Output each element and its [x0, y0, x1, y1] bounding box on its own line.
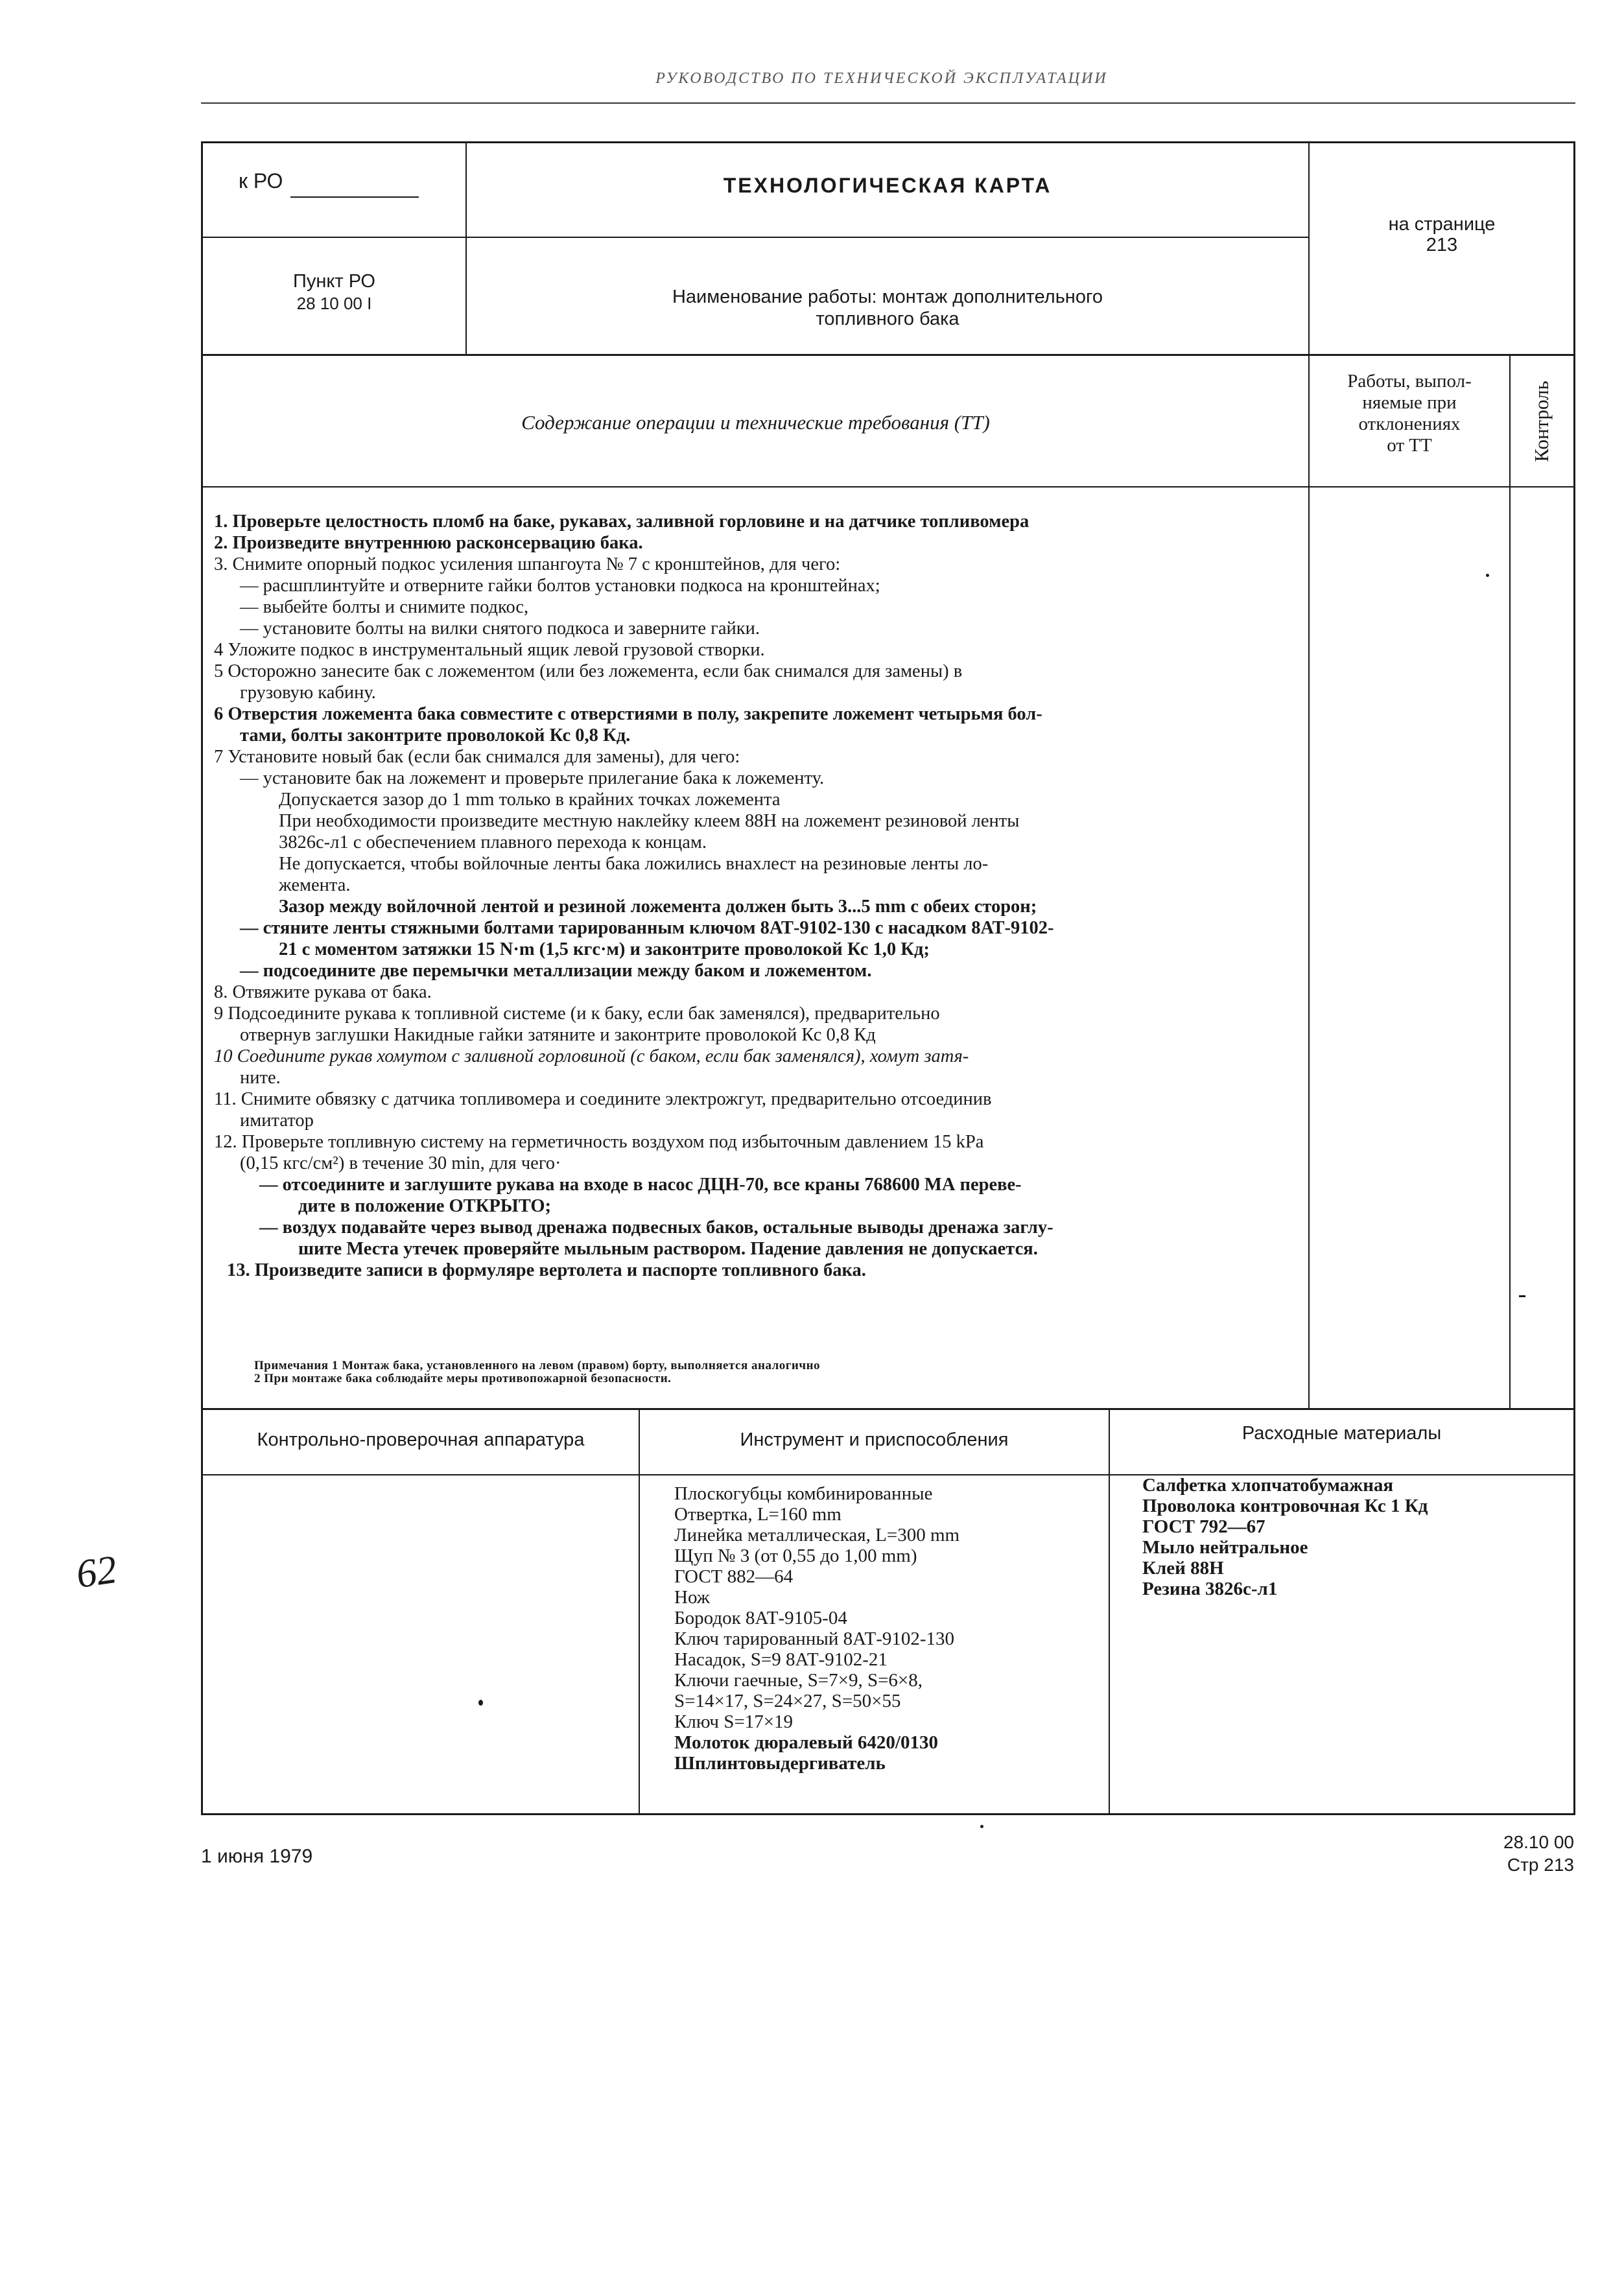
tools-column-header: Инструмент и приспособления [740, 1429, 1009, 1450]
tool-item: Шплинтовыдергиватель [674, 1753, 886, 1774]
operation-line: 2. Произведите внутреннюю расконсервацию бака. [214, 533, 643, 553]
footer-page: Стр 213 [1507, 1855, 1574, 1875]
note-line-1: Примечания 1 Монтаж бака, установленного на левом (правом) борту, выполняется аналогично [254, 1359, 821, 1372]
stray-mark [1519, 1295, 1525, 1297]
divider [639, 1408, 640, 1815]
operations-list [214, 511, 1303, 1281]
margin-handwritten-mark: 62 [73, 1547, 120, 1597]
operation-line: отвернув заглушки Накидные гайки затяните и законтрите проволокой Кс 0,8 Кд [240, 1025, 876, 1045]
operation-line: имитатор [240, 1110, 314, 1131]
material-item: ГОСТ 792—67 [1142, 1516, 1265, 1537]
work-name-line1: Наименование работы: монтаж дополнительного [672, 287, 1103, 307]
operation-line: 9 Подсоедините рукава к топливной системе (и к баку, если бак заменялся), предварительно [214, 1004, 940, 1024]
operation-line: 5 Осторожно занесите бак с ложементом (или без ложемента, если бак снимался для замены) в [214, 661, 963, 681]
operation-line: жемента. [279, 875, 351, 895]
k-ro-label: к РО [239, 169, 283, 193]
operation-line: дите в положение ОТКРЫТО; [298, 1196, 552, 1216]
divider [201, 354, 1575, 356]
divider [1509, 355, 1511, 1409]
operation-line: — подсоедините две перемычки металлизации между баком и ложементом. [240, 961, 872, 981]
deviations-header-line3: отклонениях [1358, 414, 1461, 434]
operation-line: 1. Проверьте целостность пломб на баке, рукавах, заливной горловине и на датчике топливомера [214, 511, 1030, 532]
footer-code: 28.10 00 [1503, 1832, 1574, 1852]
running-header: РУКОВОДСТВО ПО ТЕХНИЧЕСКОЙ ЭКСПЛУАТАЦИИ [655, 70, 1108, 87]
operation-line: — установите бак на ложемент и проверьте прилегание бака к ложементу. [240, 768, 825, 788]
tool-item: Ключи гаечные, S=7×9, S=6×8, [674, 1670, 923, 1691]
note-line-2: 2 При монтаже бака соблюдайте меры противопожарной безопасности. [254, 1372, 672, 1385]
deviations-header-line4: от ТТ [1387, 435, 1432, 456]
apparatus-column-header: Контрольно-проверочная аппаратура [257, 1429, 585, 1450]
stray-mark [980, 1825, 983, 1828]
divider [201, 237, 1310, 238]
notes [254, 1359, 820, 1385]
operation-line: 12. Проверьте топливную систему на герметичность воздухом под избыточным давлением 15 kPa [214, 1132, 984, 1152]
card-title: ТЕХНОЛОГИЧЕСКАЯ КАРТА [723, 174, 1052, 197]
operation-line: 7 Установите новый бак (если бак снимался для замены), для чего: [214, 747, 740, 767]
tool-item: S=14×17, S=24×27, S=50×55 [674, 1691, 901, 1711]
operation-line: — воздух подавайте через вывод дренажа подвесных баков, остальные выводы дренажа заглу- [259, 1217, 1053, 1238]
tool-item: Плоскогубцы комбинированные [674, 1483, 933, 1504]
tool-item: Нож [674, 1587, 710, 1608]
stray-mark [478, 1700, 483, 1706]
divider [1308, 141, 1310, 1409]
divider [1109, 1408, 1110, 1815]
operation-line: грузовую кабину. [240, 683, 376, 703]
tool-item: Отвертка, L=160 mm [674, 1504, 841, 1525]
page-label: на странице [1388, 214, 1496, 235]
work-name-line2: топливного бака [816, 309, 959, 329]
table-border-left [201, 141, 203, 1815]
materials-list [1142, 1475, 1428, 1599]
operation-line: — установите болты на вилки снятого подкоса и заверните гайки. [240, 618, 760, 639]
operation-line: 4 Уложите подкос в инструментальный ящик левой грузовой створки. [214, 640, 765, 660]
deviations-header-line2: няемые при [1362, 392, 1457, 413]
tool-item: Насадок, S=9 8АТ-9102-21 [674, 1649, 888, 1670]
tool-item: Щуп № 3 (от 0,55 до 1,00 mm) [674, 1545, 917, 1566]
operation-line: При необходимости произведите местную наклейку клеем 88Н на ложемент резиновой ленты [279, 811, 1020, 831]
operation-line: 3. Снимите опорный подкос усиления шпангоута № 7 с кронштейнов, для чего: [214, 554, 841, 574]
operation-line: Не допускается, чтобы войлочные ленты бака ложились внахлест на резиновые ленты ло- [279, 854, 989, 874]
punkt-label: Пункт РО [293, 271, 375, 292]
page-number: 213 [1426, 235, 1458, 255]
operation-line: 3826с-л1 с обеспечением плавного перехода к концам. [279, 832, 707, 852]
material-item: Клей 88Н [1142, 1558, 1224, 1579]
operation-line: (0,15 кгс/см²) в течение 30 min, для чего· [240, 1153, 561, 1173]
tool-item: Ключ тарированный 8АТ-9102-130 [674, 1628, 955, 1649]
operation-line: ните. [240, 1068, 281, 1088]
stray-mark [1486, 574, 1489, 577]
header-rule [201, 102, 1575, 104]
operation-line: 8. Отвяжите рукава от бака. [214, 982, 432, 1002]
tool-item: Линейка металлическая, L=300 mm [674, 1525, 960, 1545]
material-item: Резина 3826с-л1 [1142, 1579, 1278, 1599]
operation-line: 21 с моментом затяжки 15 N·m (1,5 кгс·м) и законтрите проволокой Кс 1,0 Кд; [279, 939, 930, 959]
tool-item: Бородок 8АТ-9105-04 [674, 1608, 847, 1628]
deviations-header-line1: Работы, выпол- [1347, 371, 1472, 392]
k-ro-blank-line [290, 196, 419, 198]
tool-item: ГОСТ 882—64 [674, 1566, 794, 1587]
footer-date: 1 июня 1979 [201, 1846, 313, 1867]
operation-line: Зазор между войлочной лентой и резиной ложемента должен быть 3...5 mm с обеих сторон; [279, 897, 1037, 917]
control-column-header: Контроль [1530, 381, 1553, 462]
tool-item: Ключ S=17×19 [674, 1711, 794, 1732]
operation-line: Допускается зазор до 1 mm только в крайних точках ложемента [279, 790, 781, 810]
tool-item: Молоток дюралевый 6420/0130 [674, 1732, 938, 1753]
operation-line: — расшплинтуйте и отверните гайки болтов установки подкоса на кронштейнах; [240, 576, 880, 596]
table-border-right [1573, 141, 1575, 1815]
operations-column-header: Содержание операции и технические требования (ТТ) [521, 411, 990, 434]
operation-line: — выбейте болты и снимите подкос, [240, 597, 529, 617]
material-item: Проволока контровочная Кс 1 Кд [1142, 1496, 1428, 1516]
materials-column-header: Расходные материалы [1242, 1423, 1442, 1444]
divider [201, 486, 1575, 488]
operation-line: — стяните ленты стяжными болтами тарированным ключом 8АТ-9102-130 с насадком 8АТ-9102- [240, 918, 1054, 938]
operation-line: тами, болты законтрите проволокой Кс 0,8 Кд. [240, 725, 631, 746]
table-border-top [201, 141, 1575, 143]
operation-line: 10 Соедините рукав хомутом с заливной горловиной (с баком, если бак заменялся), хомут затя- [214, 1046, 969, 1066]
divider [201, 1408, 1575, 1410]
operation-line: 6 Отверстия ложемента бака совместите с отверстиями в полу, закрепите ложемент четырьмя бол- [214, 704, 1042, 724]
punkt-number: 28 10 00 I [296, 294, 372, 313]
table-border-bottom [201, 1813, 1575, 1815]
material-item: Мыло нейтральное [1142, 1537, 1308, 1558]
operation-line: 11. Снимите обвязку с датчика топливомера и соедините электрожгут, предварительно отсоединив [214, 1089, 992, 1109]
tools-list [674, 1483, 959, 1774]
operation-line: шите Места утечек проверяйте мыльным раствором. Падение давления не допускается. [298, 1239, 1038, 1259]
material-item: Салфетка хлопчатобумажная [1142, 1475, 1394, 1496]
operation-line: 13. Произведите записи в формуляре вертолета и паспорте топливного бака. [227, 1260, 866, 1280]
operation-line: — отсоедините и заглушите рукава на входе в насос ДЦН-70, все краны 768600 МА переве- [259, 1175, 1022, 1195]
